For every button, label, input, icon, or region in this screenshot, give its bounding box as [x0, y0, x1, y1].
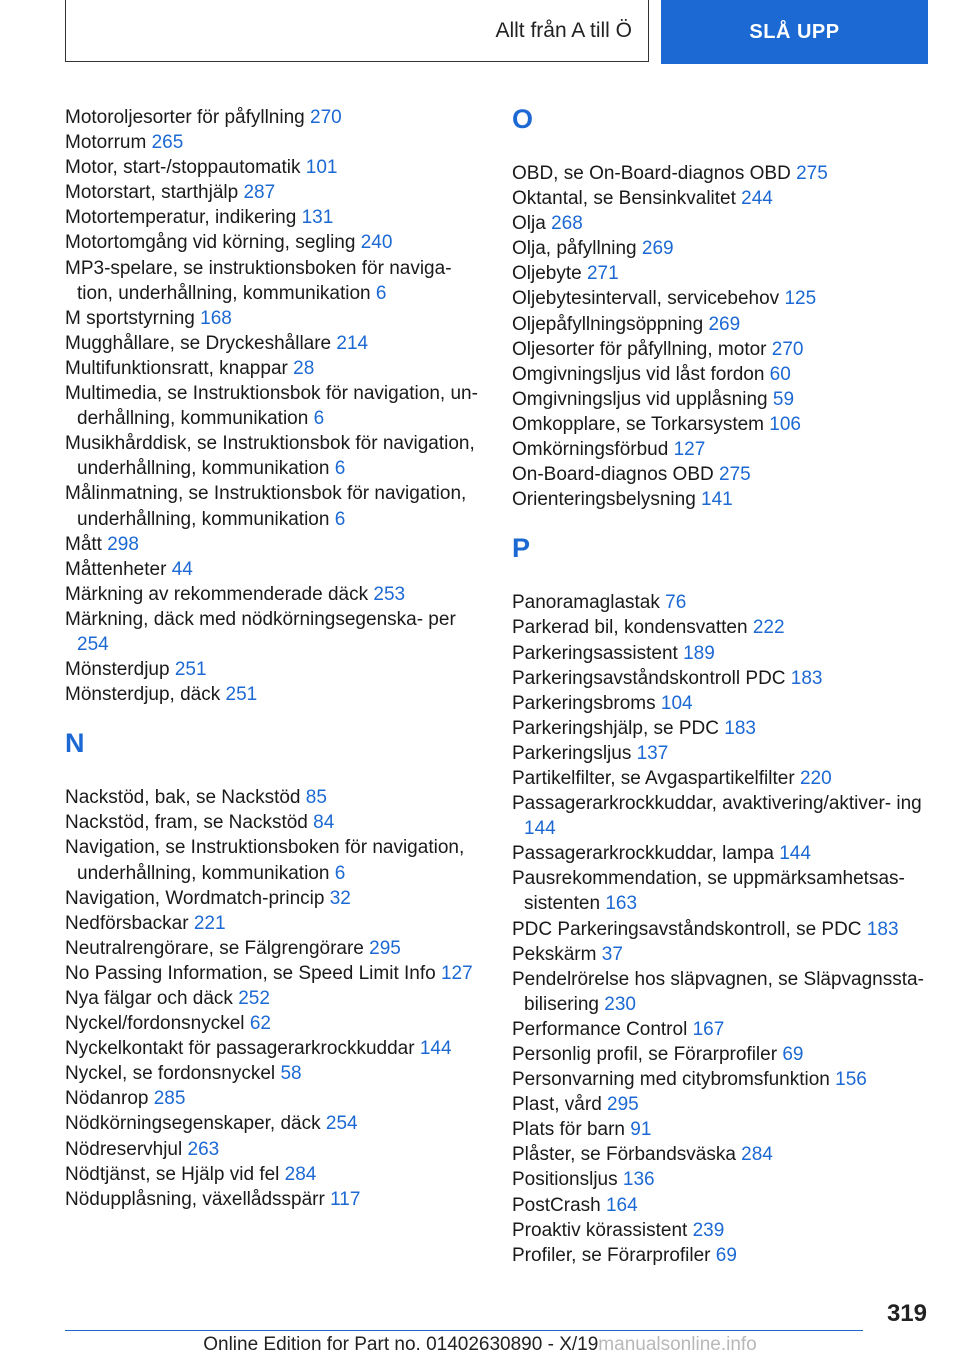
entry-text: Parkeringsavståndskontroll PDC: [512, 667, 786, 689]
page-link[interactable]: 131: [301, 207, 334, 229]
index-entry: [512, 1243, 932, 1268]
entry-text: Nödkörningsegenskaper, däck: [65, 1113, 321, 1135]
index-entry: [512, 967, 932, 1017]
page-link[interactable]: 28: [293, 357, 315, 379]
entry-text: Mugghållare, se Dryckeshållare: [65, 332, 332, 354]
index-entry: [512, 337, 932, 362]
page-link[interactable]: 251: [174, 659, 207, 681]
entry-text: PDC Parkeringsavståndskontroll, se PDC: [512, 918, 862, 940]
index-entry: [65, 682, 480, 707]
entry-text: Passagerarkrockkuddar, avaktivering/aktiver‐ ing: [512, 793, 922, 815]
page-link[interactable]: 268: [551, 213, 583, 235]
page-link[interactable]: 69: [782, 1044, 804, 1065]
index-entry: [65, 557, 480, 582]
entry-text: Pendelrörelse hos släpvagnen, se Släpvagnssta‐ bilisering: [512, 968, 924, 1015]
page-link[interactable]: 183: [790, 667, 823, 689]
page-link[interactable]: 6: [334, 508, 346, 530]
entry-text: Måttenheter: [65, 558, 167, 580]
page-link[interactable]: 269: [641, 238, 674, 260]
page-link[interactable]: 85: [305, 787, 327, 809]
index-entry: [512, 942, 932, 967]
entry-text: Oljebyte: [512, 263, 582, 285]
entry-text: Nyckel/fordonsnyckel: [65, 1013, 245, 1035]
index-entry: [65, 582, 480, 607]
entry-text: Märkning av rekommenderade däck: [65, 583, 369, 605]
page-link[interactable]: 6: [313, 408, 325, 430]
entry-text: Omgivningsljus vid låst fordon: [512, 363, 765, 385]
entry-text: Plast, vård: [512, 1094, 602, 1116]
entry-text: Mått: [65, 533, 102, 555]
page-link[interactable]: 144: [524, 818, 556, 840]
page-link[interactable]: 284: [284, 1163, 317, 1185]
index-entry: [512, 487, 932, 512]
index-entry: [65, 1137, 480, 1162]
page-link[interactable]: 136: [622, 1169, 655, 1191]
index-entry: [65, 1162, 480, 1187]
index-entry: [512, 590, 932, 615]
index-entry: [65, 256, 480, 306]
entry-text: Navigation, Wordmatch-princip: [65, 887, 325, 909]
top-navigation: [65, 0, 928, 64]
page-link[interactable]: 263: [187, 1138, 220, 1160]
entry-text: Parkeringshjälp, se PDC: [512, 717, 719, 739]
index-entry: [512, 286, 932, 311]
entry-text: Nedförsbackar: [65, 912, 189, 934]
page-link[interactable]: 254: [325, 1113, 358, 1135]
entry-text: Nackstöd, bak, se Nackstöd: [65, 787, 301, 809]
entry-text: Mönsterdjup, däck: [65, 684, 221, 706]
page-link[interactable]: 285: [153, 1088, 186, 1110]
entry-text: Musikhårddisk, se Instruktionsbok för navigation, underhållning, kommunikation: [65, 433, 475, 480]
page-link[interactable]: 104: [660, 692, 693, 714]
page-link[interactable]: 240: [360, 232, 393, 254]
index-entry: [65, 886, 480, 911]
index-entry: [512, 841, 932, 866]
index-entry: [512, 741, 932, 766]
entry-text: Panoramaglastak: [512, 592, 660, 614]
entry-text: Multimedia, se Instruktionsbok för navigation, un‐ derhållning, kommunikation: [65, 383, 478, 430]
entry-text: Målinmatning, se Instruktionsbok för navigation, underhållning, kommunikation: [65, 483, 467, 530]
footer-divider: [65, 1330, 863, 1331]
page-link[interactable]: 168: [200, 307, 232, 329]
index-column-right: [512, 105, 932, 1268]
index-entry: [65, 607, 480, 657]
index-entry: [65, 1036, 480, 1061]
page-link[interactable]: 69: [715, 1244, 737, 1266]
page-link[interactable]: 6: [375, 282, 387, 304]
entry-text: Olja, påfyllning: [512, 238, 637, 260]
index-entry: [65, 986, 480, 1011]
page-link[interactable]: 295: [369, 937, 401, 959]
index-entry: [65, 356, 480, 381]
page-link[interactable]: 91: [630, 1119, 652, 1141]
entry-text: Pausrekommendation, se uppmärksamhetsas‐ sistenten: [512, 868, 905, 915]
entry-text: On-Board-diagnos OBD: [512, 464, 714, 486]
index-entry: [512, 211, 932, 236]
index-entry: [65, 306, 480, 331]
index-entry: [512, 387, 932, 412]
page-link[interactable]: 270: [771, 338, 804, 360]
index-entry: [512, 791, 932, 841]
page-link[interactable]: 252: [238, 988, 270, 1009]
index-entry: [512, 312, 932, 337]
page-link[interactable]: 59: [772, 388, 795, 410]
index-entry: [65, 230, 480, 255]
entry-text: Nyckel, se fordonsnyckel: [65, 1063, 276, 1085]
index-entry: [512, 1042, 932, 1067]
page-link[interactable]: 254: [77, 633, 109, 655]
entry-text: Positionsljus: [512, 1169, 618, 1191]
entry-text: Nödtjänst, se Hjälp vid fel: [65, 1163, 280, 1185]
index-entry: [512, 462, 932, 487]
page-link[interactable]: 183: [866, 918, 899, 940]
index-entry: [512, 1167, 932, 1192]
footer-edition: [0, 1334, 960, 1356]
entry-text: Navigation, se Instruktionsboken för navigation, underhållning, kommunikation: [65, 837, 465, 884]
page-link[interactable]: 127: [440, 962, 473, 984]
index-entry: [512, 1117, 932, 1142]
page-link[interactable]: 295: [607, 1094, 639, 1116]
entry-text: Personvarning med citybromsfunktion: [512, 1069, 830, 1091]
watermark: manualsonline.info: [598, 1334, 757, 1355]
entry-text: Multifunktionsratt, knappar: [65, 357, 288, 379]
index-entry: [65, 180, 480, 205]
entry-text: Performance Control: [512, 1018, 688, 1040]
index-entry: [65, 961, 480, 986]
page-link[interactable]: 6: [334, 862, 346, 884]
index-entry: [512, 362, 932, 387]
entry-text: Parkeringsljus: [512, 742, 632, 764]
page-link[interactable]: 60: [769, 363, 791, 385]
index-entry: [65, 911, 480, 936]
entry-text: PostCrash: [512, 1194, 601, 1216]
entry-text: Nödreservhjul: [65, 1138, 183, 1160]
index-entry: [512, 186, 932, 211]
page-number: 319: [886, 1300, 927, 1327]
page-link[interactable]: 270: [310, 107, 342, 128]
page-link[interactable]: 265: [151, 132, 184, 154]
entry-text: Plats för barn: [512, 1119, 625, 1141]
index-entry: [512, 412, 932, 437]
index-column-left: [65, 105, 480, 1212]
tab-lookup[interactable]: SLÅ UPP: [661, 0, 928, 64]
page-link[interactable]: 275: [719, 464, 751, 486]
index-entry: [512, 691, 932, 716]
index-entry: [65, 810, 480, 835]
entry-text: No Passing Information, se Speed Limit Info: [65, 962, 436, 984]
entry-text: Motorstart, starthjälp: [65, 182, 239, 204]
entry-text: MP3-spelare, se instruktionsboken för naviga‐ tion, underhållning, kommunikation: [65, 257, 452, 304]
index-entry: [512, 1017, 932, 1042]
page-link[interactable]: 6: [334, 458, 346, 480]
page-link[interactable]: 32: [329, 887, 351, 909]
entry-text: Omkörningsförbud: [512, 439, 669, 461]
index-entry: [512, 1218, 932, 1243]
section-letter: P: [512, 533, 531, 564]
entry-text: Plåster, se Förbandsväska: [512, 1144, 736, 1166]
index-entry: [65, 532, 480, 557]
page-link[interactable]: 287: [243, 182, 276, 204]
page-link[interactable]: 230: [604, 993, 636, 1015]
entry-text: Nackstöd, fram, se Nackstöd: [65, 812, 308, 834]
page-link[interactable]: 221: [193, 912, 226, 934]
index-entry: [512, 261, 932, 286]
page-link[interactable]: 253: [373, 583, 406, 605]
page-link[interactable]: 127: [673, 439, 706, 461]
page-link[interactable]: 239: [692, 1219, 725, 1241]
index-entry: [512, 716, 932, 741]
index-entry: [65, 657, 480, 682]
page-link[interactable]: 214: [336, 332, 369, 354]
index-entry: [65, 481, 480, 531]
index-entry: [65, 431, 480, 481]
page-link[interactable]: 222: [752, 617, 785, 639]
page-link[interactable]: 84: [313, 812, 335, 834]
index-entry: [65, 130, 480, 155]
page-link[interactable]: 244: [741, 188, 773, 210]
page-link[interactable]: 271: [586, 263, 619, 285]
index-entry: [512, 161, 932, 186]
page-link[interactable]: 76: [665, 592, 687, 614]
index-entry: [65, 1011, 480, 1036]
entry-text: Nyckelkontakt för passagerarkrockkuddar: [65, 1038, 415, 1060]
entry-text: Parkeringsassistent: [512, 642, 678, 664]
page-link[interactable]: 37: [601, 943, 623, 965]
tab-a-to-z[interactable]: Allt från A till Ö: [65, 0, 649, 62]
edition-text: Online Edition for Part no. 01402630890 - X/19: [203, 1334, 599, 1355]
entry-text: M sportstyrning: [65, 307, 195, 329]
page-link[interactable]: 269: [708, 313, 741, 335]
entry-text: Orienteringsbelysning: [512, 489, 696, 511]
entry-text: Parkeringsbroms: [512, 692, 656, 714]
entry-text: Motoroljesorter för påfyllning: [65, 107, 305, 128]
index-entry: [65, 936, 480, 961]
entry-text: Nödanrop: [65, 1088, 149, 1110]
index-entry: [65, 331, 480, 356]
index-entry: [512, 437, 932, 462]
entry-text: Omgivningsljus vid upplåsning: [512, 388, 768, 410]
index-entry: [512, 1067, 932, 1092]
entry-text: Motor, start-/stoppautomatik: [65, 157, 301, 179]
entry-text: Nya fälgar och däck: [65, 988, 233, 1009]
entry-text: Nödupplåsning, växellådsspärr: [65, 1188, 325, 1210]
index-entry: [65, 205, 480, 230]
index-entry: [512, 615, 932, 640]
page-link[interactable]: 156: [835, 1069, 867, 1091]
index-entry: [512, 1193, 932, 1218]
index-entry: [512, 1142, 932, 1167]
entry-text: Oljepåfyllningsöppning: [512, 313, 704, 335]
page-link[interactable]: 117: [330, 1188, 361, 1210]
page-link[interactable]: 284: [741, 1144, 773, 1166]
index-entry: [512, 666, 932, 691]
entry-text: Pekskärm: [512, 943, 597, 965]
page-link[interactable]: 164: [605, 1194, 638, 1216]
section-letter: O: [512, 104, 534, 134]
index-entry: [65, 785, 480, 810]
index-entry: [512, 917, 932, 942]
entry-text: Omkopplare, se Torkarsystem: [512, 413, 765, 435]
page-link[interactable]: 62: [249, 1013, 271, 1035]
entry-text: Neutralrengörare, se Fälgrengörare: [65, 937, 364, 959]
page-link[interactable]: 167: [692, 1018, 725, 1040]
page-link[interactable]: 275: [796, 163, 828, 184]
entry-text: Profiler, se Förarprofiler: [512, 1244, 711, 1266]
page-link[interactable]: 101: [305, 157, 338, 179]
index-entry: [65, 105, 480, 130]
page-link[interactable]: 144: [419, 1038, 452, 1060]
page-link[interactable]: 106: [769, 413, 801, 435]
entry-text: Oljesorter för påfyllning, motor: [512, 338, 767, 360]
index-entry: [65, 155, 480, 180]
index-entry: [512, 641, 932, 666]
entry-text: Oljebytesintervall, servicebehov: [512, 288, 780, 310]
page-link[interactable]: 44: [171, 558, 193, 580]
page-link[interactable]: 163: [605, 893, 638, 915]
page-link[interactable]: 144: [779, 843, 811, 865]
entry-text: Olja: [512, 213, 546, 235]
page-link[interactable]: 298: [107, 533, 139, 555]
index-entry: [512, 1092, 932, 1117]
index-entry: [65, 835, 480, 885]
entry-text: Mönsterdjup: [65, 659, 170, 681]
page-link[interactable]: 251: [225, 684, 258, 706]
entry-text: Passagerarkrockkuddar, lampa: [512, 843, 774, 865]
entry-text: Motortemperatur, indikering: [65, 207, 297, 229]
index-entry: [65, 1187, 480, 1212]
entry-text: Oktantal, se Bensinkvalitet: [512, 188, 736, 210]
index-entry: [512, 766, 932, 791]
index-entry: [65, 1111, 480, 1136]
index-entry: [65, 1061, 480, 1086]
index-entry: [512, 236, 932, 261]
entry-text: Parkerad bil, kondensvatten: [512, 617, 748, 639]
entry-text: Motortomgång vid körning, segling: [65, 232, 356, 254]
page-link[interactable]: 141: [701, 489, 733, 511]
entry-text: Partikelfilter, se Avgaspartikelfilter: [512, 767, 795, 789]
entry-text: OBD, se On-Board-diagnos OBD: [512, 163, 791, 184]
page-link[interactable]: 125: [784, 288, 817, 310]
page-link[interactable]: 220: [799, 767, 832, 789]
index-entry: [512, 866, 932, 916]
entry-text: Personlig profil, se Förarprofiler: [512, 1044, 778, 1065]
entry-text: Märkning, däck med nödkörningsegenska‐ per: [65, 608, 456, 630]
section-letter: N: [65, 728, 85, 759]
index-entry: [65, 381, 480, 431]
entry-text: Motorrum: [65, 132, 147, 154]
index-entry: [65, 1086, 480, 1111]
page-link[interactable]: 137: [636, 742, 669, 764]
entry-text: Proaktiv körassistent: [512, 1219, 688, 1241]
page-link[interactable]: 58: [280, 1063, 302, 1085]
page-link[interactable]: 189: [683, 642, 715, 664]
page-link[interactable]: 183: [724, 717, 756, 739]
